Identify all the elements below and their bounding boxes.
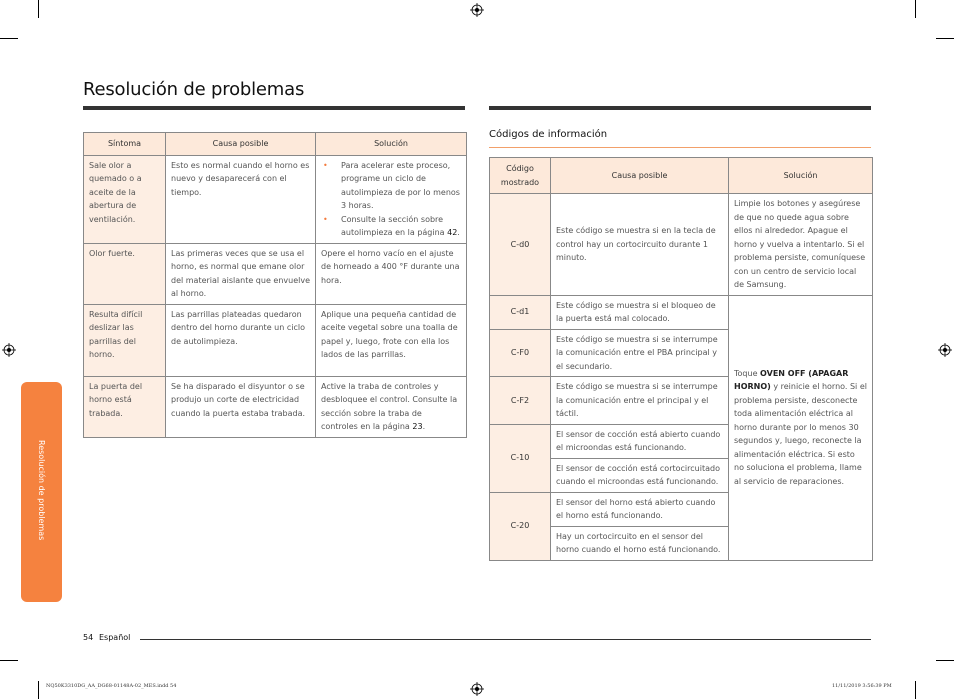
cause-cell: El sensor de cocción está cortocircuitado cuando el microondas está funcionando. [551, 458, 729, 492]
solution-text: Toque [734, 368, 761, 378]
cause-cell: Este código se muestra si en la tecla de control hay un cortocircuito durante 1 minuto. [551, 194, 729, 296]
table-row [84, 376, 467, 437]
title-rule-left [83, 106, 465, 110]
button-reference: OVEN OFF (APAGAR HORNO) [734, 368, 849, 392]
column-header: Solución [729, 158, 873, 194]
registration-mark-icon [470, 682, 484, 696]
list-item [321, 213, 461, 240]
crop-mark [38, 681, 39, 699]
crop-mark [38, 0, 39, 18]
solution-text: Consulte la sección sobre autolimpieza en la página [341, 214, 448, 237]
table-row [490, 194, 873, 296]
cause-cell: El sensor de cocción está abierto cuando el microondas está funcionando. [551, 424, 729, 458]
cause-cell: Este código se muestra si se interrumpe la comunicación entre el principal y el táctil. [551, 377, 729, 425]
crop-mark [936, 660, 954, 661]
solution-text: y reinicie el horno. Si el problema persiste, desconecte toda alimentación eléctrica al horno durante por lo menos 30 segundos y, luego, reconecte la alimentación eléctrica. Si esto no soluciona el problema, llame al servicio de reparaciones. [734, 382, 867, 486]
table-row [84, 243, 467, 304]
shared-solution-cell [729, 295, 873, 560]
cause-cell: El sensor del horno está abierto cuando el horno está funcionando. [551, 492, 729, 526]
code-cell: C-F0 [490, 329, 551, 377]
crop-mark [915, 681, 916, 699]
crop-mark [0, 38, 18, 39]
cause-cell: Este código se muestra si el bloqueo de la puerta está mal colocado. [551, 295, 729, 329]
solution-cell [316, 155, 467, 243]
symptom-cell: Olor fuerte. [84, 243, 166, 304]
symptom-cell: Sale olor a quemado o a aceite de la abertura de ventilación. [84, 155, 166, 243]
bullet-icon: • [323, 214, 328, 224]
troubleshooting-table [83, 132, 467, 438]
code-cell: C-10 [490, 424, 551, 492]
table-header-row [84, 133, 467, 156]
cause-cell: Este código se muestra si se interrumpe la comunicación entre el PBA principal y el secundario. [551, 329, 729, 377]
bullet-icon: • [323, 160, 328, 170]
crop-mark [936, 38, 954, 39]
crop-mark [915, 0, 916, 18]
code-cell: C-d1 [490, 295, 551, 329]
table-row [84, 155, 467, 243]
code-cell: C-20 [490, 492, 551, 560]
column-header: Síntoma [84, 133, 166, 156]
side-tab-label: Resolución de problemas [37, 440, 46, 541]
page-reference: 23 [412, 422, 423, 431]
cause-cell: Esto es normal cuando el horno es nuevo y desaparecerá con el tiempo. [166, 155, 316, 243]
title-rule-right [489, 106, 871, 110]
table-row [84, 304, 467, 376]
section-underline [489, 147, 871, 148]
page-language: Español [99, 633, 131, 642]
codes-table [489, 157, 873, 561]
punctuation: . [457, 228, 460, 237]
section-heading: Códigos de información [489, 129, 608, 140]
column-header: Código mostrado [490, 158, 551, 194]
registration-mark-icon [470, 3, 484, 17]
solution-text: Active la traba de controles y desbloquee el control. Consulte la sección sobre la traba de controles en la página [321, 381, 458, 431]
crop-mark [0, 660, 18, 661]
solution-cell: Limpie los botones y asegúrese de que no quede agua sobre ellos ni alrededor. Apague el horno y vuelva a intentarlo. Si el problema persiste, comuníquese con un centro de servicio local de Samsung. [729, 194, 873, 296]
code-cell: C-d0 [490, 194, 551, 296]
solution-list [321, 159, 461, 240]
cause-cell: Se ha disparado el disyuntor o se produjo un corte de electricidad cuando la puerta estaba trabada. [166, 376, 316, 437]
solution-cell: Opere el horno vacío en el ajuste de horneado a 400 °F durante una hora. [316, 243, 467, 304]
punctuation: . [422, 422, 426, 431]
symptom-cell: Resulta difícil deslizar las parrillas del horno. [84, 304, 166, 376]
table-header-row [490, 158, 873, 194]
solution-text: Para acelerar este proceso, programe un ciclo de autolimpieza de por lo menos 3 horas. [341, 160, 460, 210]
symptom-cell: La puerta del horno está trabada. [84, 376, 166, 437]
page-title: Resolución de problemas [83, 79, 305, 100]
print-slug-date: 11/11/2019 3:56:39 PM [832, 683, 892, 689]
code-cell: C-F2 [490, 377, 551, 425]
list-item [321, 159, 461, 213]
print-slug-file: NQ50K3310DG_AA_DG68-01148A-02_MES.indd 54 [46, 683, 177, 689]
cause-cell: Hay un cortocircuito en el sensor del horno cuando el horno está funcionando. [551, 526, 729, 560]
table-row [490, 295, 873, 329]
solution-cell [316, 376, 467, 437]
solution-cell: Aplique una pequeña cantidad de aceite vegetal sobre una toalla de papel y, luego, frote con ella los lados de las parrillas. [316, 304, 467, 376]
footer-rule [140, 639, 871, 640]
column-header: Causa posible [551, 158, 729, 194]
registration-mark-icon [2, 343, 16, 357]
column-header: Solución [316, 133, 467, 156]
column-header: Causa posible [166, 133, 316, 156]
registration-mark-icon [938, 343, 952, 357]
cause-cell: Las parrillas plateadas quedaron dentro del horno durante un ciclo de autolimpieza. [166, 304, 316, 376]
cause-cell: Las primeras veces que se usa el horno, es normal que emane olor del material aislante que envuelve al horno. [166, 243, 316, 304]
page-reference: 42 [447, 228, 458, 237]
page-number: 54 [83, 633, 94, 642]
